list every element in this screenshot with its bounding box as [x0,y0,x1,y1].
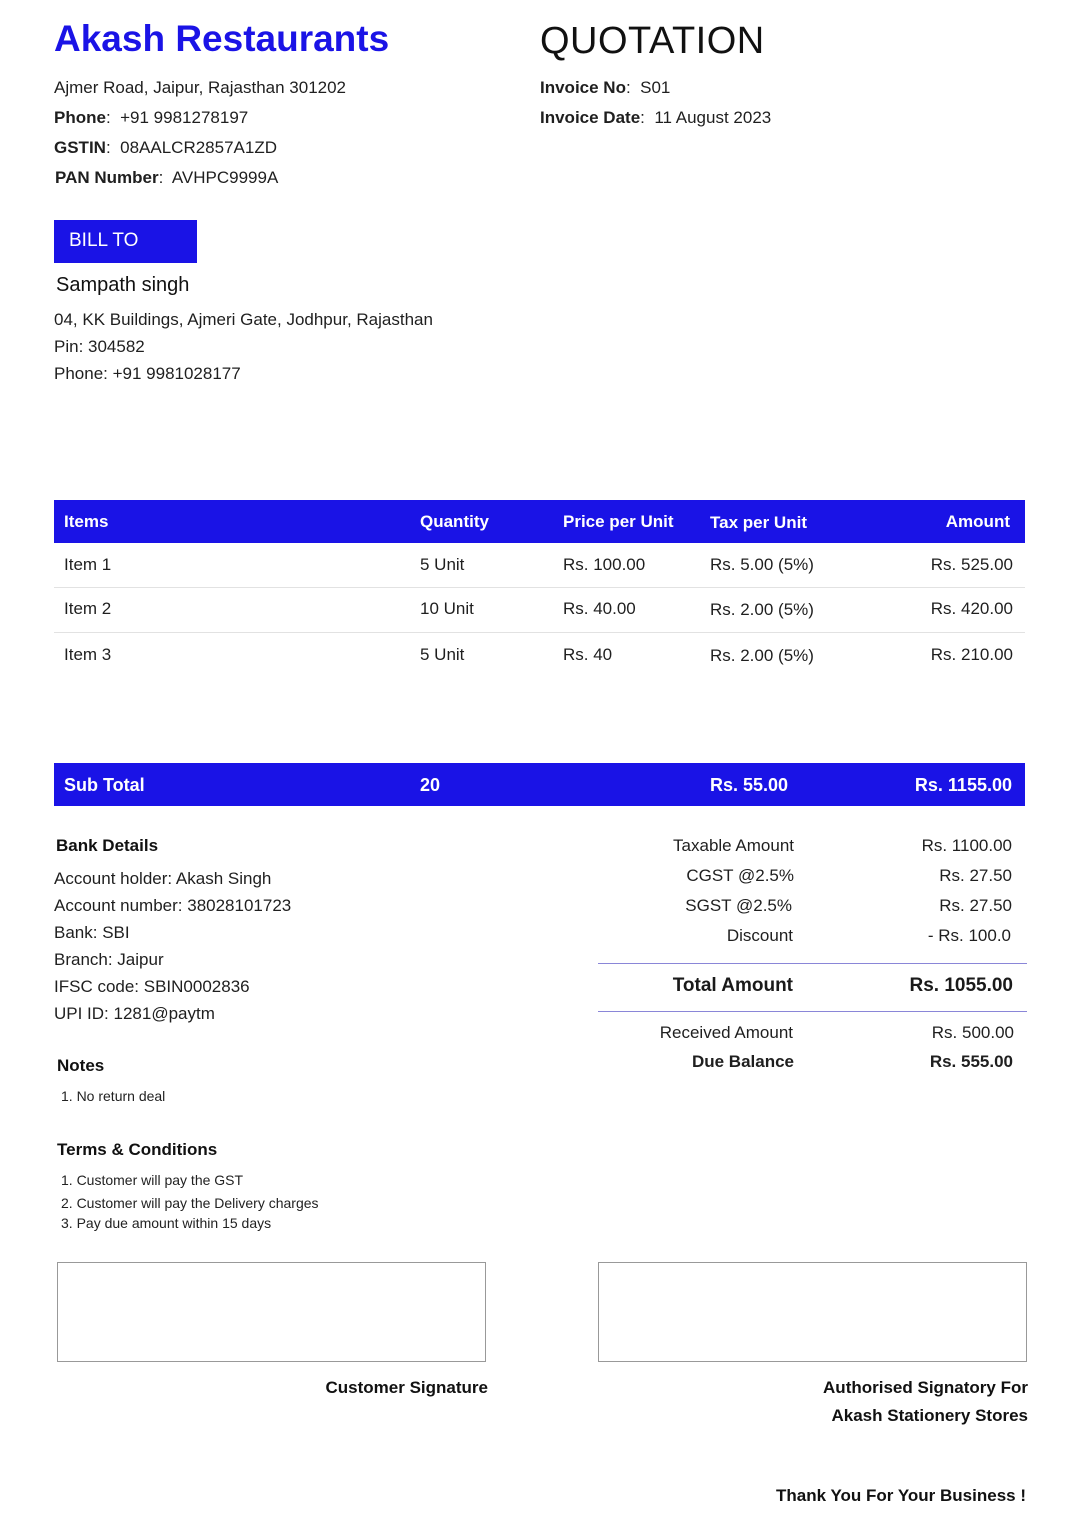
sgst-label: SGST @2.5% [685,896,792,915]
subtotal-tax: Rs. 55.00 [710,775,789,795]
customer-signature-label: Customer Signature [325,1378,488,1397]
gstin-label: GSTIN [54,138,106,157]
subtotal-amount: Rs. 1155.00 [914,775,1012,795]
authorised-store-name: Akash Stationery Stores [831,1406,1028,1425]
pan-value: AVHPC9999A [171,168,279,187]
table-row [54,634,1025,679]
bank-details-heading: Bank Details [56,836,159,855]
header-price: Price per Unit [563,512,674,531]
customer-phone: Phone: +91 9981028177 [54,364,241,383]
received-amount-value: Rs. 500.00 [931,1023,1014,1042]
customer-pin: Pin: 304582 [54,337,145,356]
total-amount-value: Rs. 1055.00 [909,975,1013,996]
header-items: Items [64,512,109,531]
bank-detail-line: IFSC code: SBIN0002836 [54,977,250,996]
cell-tax: Rs. 2.00 (5%) [710,646,814,665]
thank-you-message: Thank You For Your Business ! [775,1486,1026,1505]
taxable-amount-label: Taxable Amount [673,836,794,855]
bank-detail-line: Account holder: Akash Singh [54,869,272,888]
summary-divider-bottom [598,1011,1027,1012]
cell-amount: Rs. 420.00 [930,599,1013,618]
customer-address: 04, KK Buildings, Ajmeri Gate, Jodhpur, Rajasthan [54,310,433,329]
subtotal-quantity: 20 [420,775,441,795]
terms-item: 2. Customer will pay the Delivery charges [61,1195,319,1211]
bank-detail-line: Branch: Jaipur [54,950,164,969]
cell-quantity: 5 Unit [420,555,465,574]
header-quantity: Quantity [420,512,489,531]
note-item: 1. No return deal [61,1088,166,1104]
cgst-value: Rs. 27.50 [939,866,1012,885]
cell-amount: Rs. 210.00 [930,645,1013,664]
cell-price: Rs. 100.00 [563,555,646,574]
table-row [54,543,1025,588]
invoice-date-label: Invoice Date [540,108,641,127]
invoice-number: Invoice No: S01 [540,78,671,97]
company-pan: PAN Number: AVHPC9999A [55,168,279,187]
cell-tax: Rs. 5.00 (5%) [710,555,814,574]
company-phone-label: Phone [54,108,106,127]
invoice-number-label: Invoice No [540,78,626,97]
pan-label: PAN Number [55,168,159,187]
subtotal-label: Sub Total [64,775,145,795]
customer-signature-box[interactable] [57,1262,486,1362]
sgst-value: Rs. 27.50 [939,896,1012,915]
cell-item: Item 3 [64,645,112,664]
cell-item: Item 1 [64,555,112,574]
total-amount-label: Total Amount [672,975,793,996]
bill-to-heading: BILL TO [54,220,197,263]
notes-heading: Notes [57,1056,105,1075]
cell-quantity: 5 Unit [420,645,465,664]
authorised-signature-box[interactable] [598,1262,1027,1362]
company-phone: Phone: +91 9981278197 [54,108,249,127]
customer-name: Sampath singh [56,274,190,296]
terms-heading: Terms & Conditions [57,1140,218,1159]
due-balance-value: Rs. 555.00 [929,1052,1013,1071]
received-amount-label: Received Amount [659,1023,793,1042]
authorised-signatory-label: Authorised Signatory For [823,1378,1028,1397]
bank-detail-line: Account number: 38028101723 [54,896,292,915]
taxable-amount-value: Rs. 1100.00 [921,836,1012,855]
invoice-number-value: S01 [640,78,671,97]
invoice-date: Invoice Date: 11 August 2023 [540,108,772,127]
header-amount: Amount [945,512,1010,531]
company-name: Akash Restaurants [54,18,390,59]
company-phone-value: +91 9981278197 [120,108,249,127]
invoice-date-value: 11 August 2023 [654,108,772,127]
bank-detail-line: UPI ID: 1281@paytm [54,1004,215,1023]
cell-price: Rs. 40 [563,645,613,664]
bank-detail-line: Bank: SBI [54,923,130,942]
cell-amount: Rs. 525.00 [930,555,1013,574]
summary-divider-top [598,963,1027,964]
discount-value: - Rs. 100.0 [927,926,1011,945]
cell-price: Rs. 40.00 [563,599,636,618]
cell-tax: Rs. 2.00 (5%) [710,600,814,619]
items-table-header [54,500,1025,543]
company-gstin: GSTIN: 08AALCR2857A1ZD [54,138,277,157]
company-address: Ajmer Road, Jaipur, Rajasthan 301202 [54,78,347,97]
terms-item: 1. Customer will pay the GST [61,1172,244,1188]
header-tax: Tax per Unit [710,513,807,532]
cell-item: Item 2 [64,599,112,618]
subtotal-bar [54,763,1025,806]
discount-label: Discount [726,926,793,945]
document-title: QUOTATION [540,20,765,62]
gstin-value: 08AALCR2857A1ZD [120,138,277,157]
cgst-label: CGST @2.5% [686,866,794,885]
cell-quantity: 10 Unit [420,599,474,618]
due-balance-label: Due Balance [691,1052,794,1071]
terms-item: 3. Pay due amount within 15 days [61,1215,272,1231]
table-row [54,588,1025,633]
